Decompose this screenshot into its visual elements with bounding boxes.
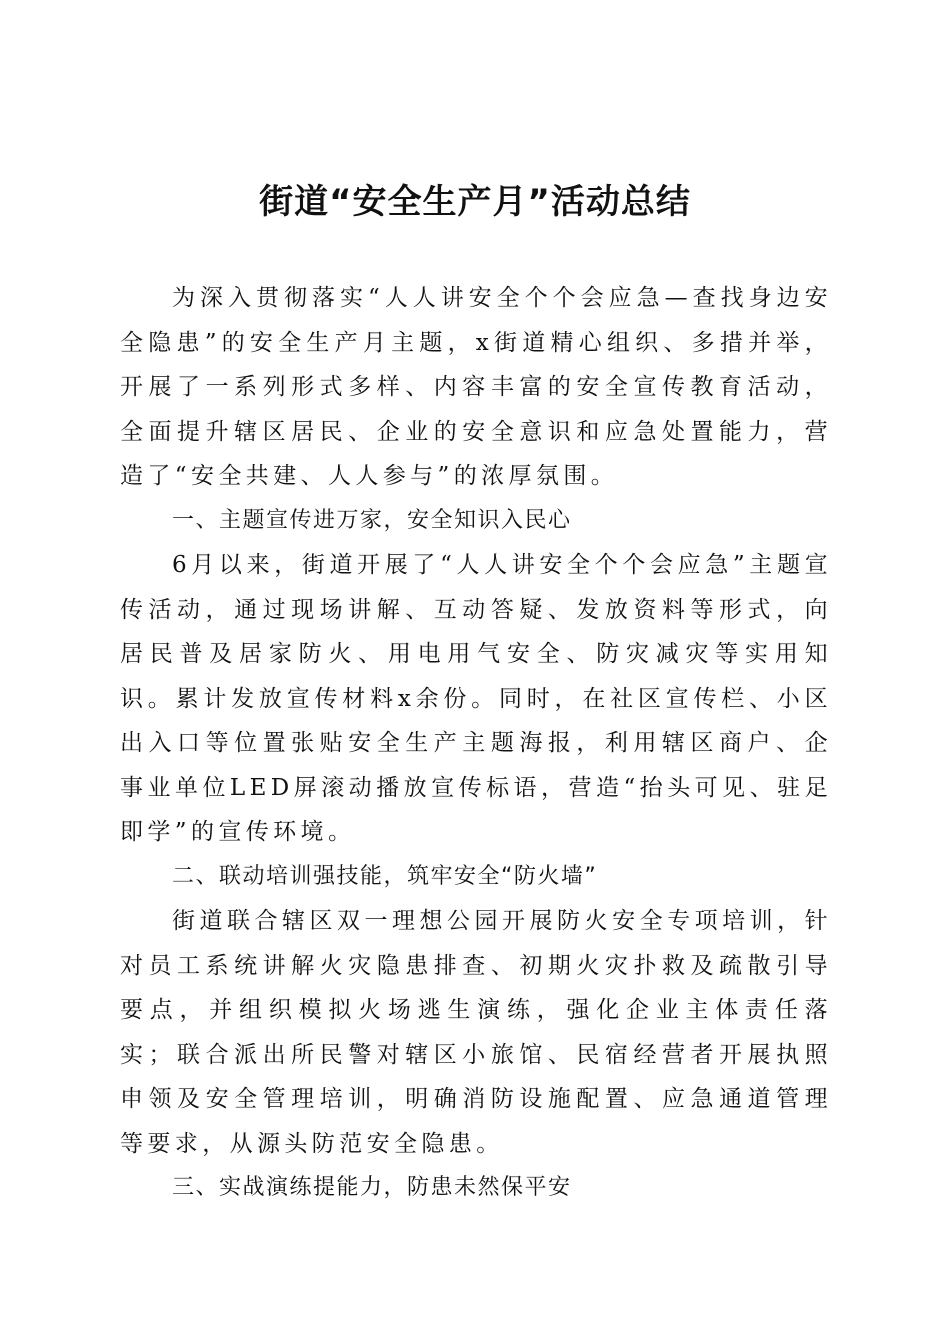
section-2-heading: 二、联动培训强技能，筑牢安全“防火墙” (172, 863, 598, 889)
document-title: 街道“安全生产月”活动总结 (259, 182, 691, 222)
section-1-paragraph: 6月以来，街道开展了“人人讲安全个个会应急”主题宣传活动，通过现场讲解、互动答疑、发放资料等形式，向居民普及居家防火、用电用气安全、防灾减灾等实用知识。累计发放宣传材料x余份。同时，在社区宣传栏、小区出入口等位置张贴安全生产主题海报，利用辖区商户、企事业单位LED屏滚动播放宣传标语，营造“抬头可见、驻足即学”的宣传环境。 (120, 552, 832, 845)
document-body (120, 276, 832, 1211)
section-1-heading: 一、主题宣传进万家，安全知识入民心 (172, 507, 572, 533)
section-3-heading: 三、实战演练提能力，防患未然保平安 (172, 1175, 572, 1200)
section-2-paragraph: 街道联合辖区双一理想公园开展防火安全专项培训，针对员工系统讲解火灾隐患排查、初期火灾扑救及疏散引导要点，并组织模拟火场逃生演练，强化企业主体责任落实；联合派出所民警对辖区小旅馆、民宿经营者开展执照申领及安全管理培训，明确消防设施配置、应急通道管理等要求，从源头防范安全隐患。 (120, 908, 832, 1157)
intro-paragraph: 为深入贯彻落实“人人讲安全个个会应急—查找身边安全隐患”的安全生产月主题，x街道精心组织、多措并举，开展了一系列形式多样、内容丰富的安全宣传教育活动，全面提升辖区居民、企业的安全意识和应急处置能力，营造了“安全共建、人人参与”的浓厚氛围。 (120, 285, 832, 489)
